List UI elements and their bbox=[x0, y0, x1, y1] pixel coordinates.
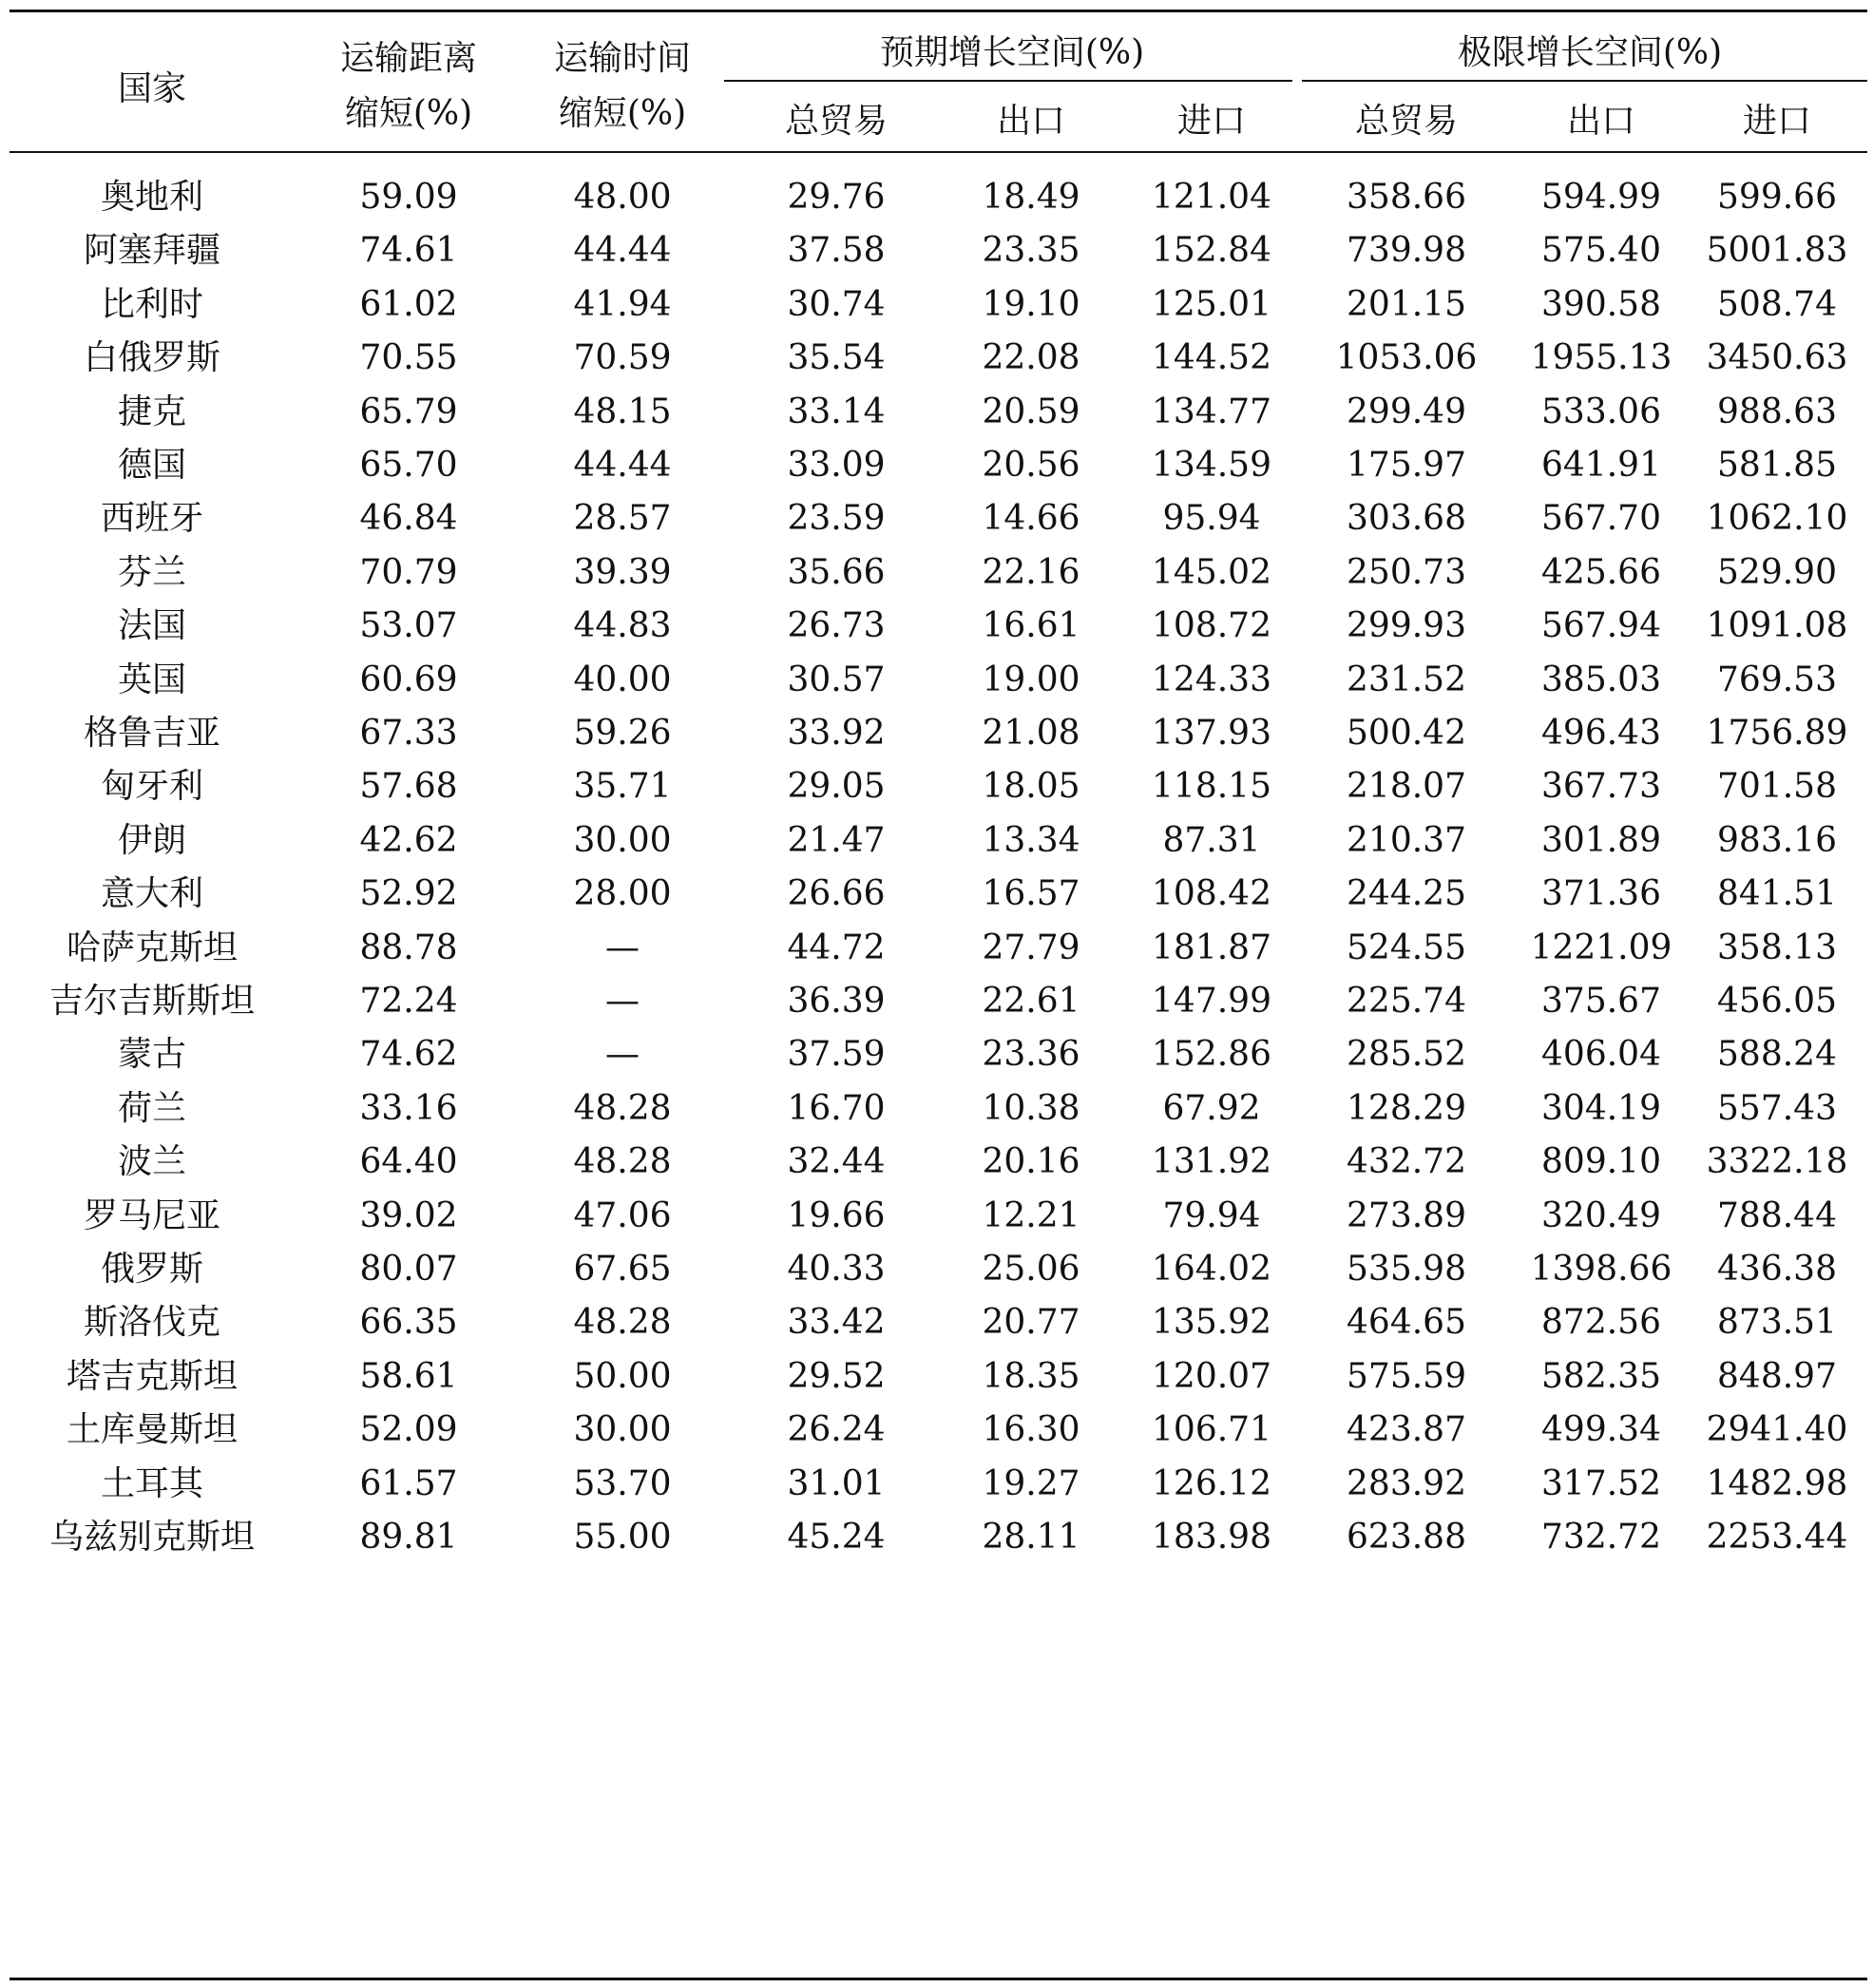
cell-time-reduction: 53.70 bbox=[573, 1463, 672, 1503]
cell-expected-total: 33.92 bbox=[787, 714, 886, 753]
cell-limit-import: 1756.89 bbox=[1706, 714, 1848, 753]
cell-expected-import: 152.86 bbox=[1152, 1035, 1271, 1075]
cell-limit-import: 983.16 bbox=[1717, 820, 1837, 860]
cell-time-reduction: 41.94 bbox=[573, 284, 672, 324]
cell-country: 吉尔吉斯斯坦 bbox=[48, 982, 255, 1021]
cell-country: 匈牙利 bbox=[100, 767, 203, 807]
cell-limit-export: 301.89 bbox=[1541, 820, 1661, 860]
cell-limit-import: 599.66 bbox=[1717, 178, 1837, 217]
cell-expected-total: 44.72 bbox=[787, 927, 886, 967]
cell-expected-export: 22.08 bbox=[982, 338, 1080, 378]
cell-time-reduction: — bbox=[605, 982, 640, 1021]
header-expected-export: 出口 bbox=[996, 102, 1065, 141]
cell-distance-reduction: 89.81 bbox=[359, 1518, 458, 1557]
cell-expected-import: 126.12 bbox=[1152, 1463, 1271, 1503]
cell-limit-export: 1955.13 bbox=[1530, 338, 1672, 378]
cell-limit-total: 283.92 bbox=[1347, 1463, 1466, 1503]
table-row bbox=[10, 224, 1867, 277]
cell-time-reduction: 30.00 bbox=[573, 820, 672, 860]
cell-limit-export: 732.72 bbox=[1541, 1518, 1661, 1557]
cell-limit-export: 1221.09 bbox=[1530, 927, 1672, 967]
cell-distance-reduction: 46.84 bbox=[359, 499, 458, 539]
cell-expected-total: 36.39 bbox=[787, 982, 886, 1021]
cell-limit-total: 244.25 bbox=[1347, 874, 1466, 914]
cell-limit-export: 385.03 bbox=[1541, 659, 1661, 699]
cell-limit-export: 390.58 bbox=[1541, 284, 1661, 324]
cell-distance-reduction: 52.92 bbox=[359, 874, 458, 914]
cell-country: 罗马尼亚 bbox=[83, 1195, 220, 1235]
cell-expected-total: 33.09 bbox=[787, 446, 886, 485]
cell-distance-reduction: 33.16 bbox=[359, 1088, 458, 1128]
cell-limit-import: 557.43 bbox=[1717, 1088, 1837, 1128]
cell-limit-export: 582.35 bbox=[1541, 1356, 1661, 1396]
cell-expected-import: 121.04 bbox=[1152, 178, 1271, 217]
cell-expected-total: 16.70 bbox=[787, 1088, 886, 1128]
cell-expected-import: 87.31 bbox=[1162, 820, 1261, 860]
cell-time-reduction: 47.06 bbox=[573, 1195, 672, 1235]
cell-limit-export: 317.52 bbox=[1541, 1463, 1661, 1503]
cell-limit-total: 299.49 bbox=[1347, 392, 1466, 431]
cell-expected-import: 144.52 bbox=[1152, 338, 1271, 378]
cell-expected-export: 18.49 bbox=[982, 178, 1080, 217]
cell-time-reduction: 28.00 bbox=[573, 874, 672, 914]
cell-country: 土库曼斯坦 bbox=[66, 1410, 238, 1450]
header-limit-import: 进口 bbox=[1742, 102, 1811, 141]
cell-time-reduction: 59.26 bbox=[573, 714, 672, 753]
cell-expected-total: 19.66 bbox=[787, 1195, 886, 1235]
cell-expected-import: 135.92 bbox=[1152, 1303, 1271, 1343]
cell-expected-export: 20.16 bbox=[982, 1142, 1080, 1182]
cell-limit-export: 1398.66 bbox=[1530, 1250, 1672, 1289]
header-distance-line2: 缩短(%) bbox=[344, 94, 473, 133]
table-row bbox=[10, 707, 1867, 760]
cell-expected-import: 183.98 bbox=[1152, 1518, 1271, 1557]
cell-time-reduction: 39.39 bbox=[573, 552, 672, 592]
cell-expected-export: 10.38 bbox=[982, 1088, 1080, 1128]
cell-limit-import: 788.44 bbox=[1717, 1195, 1837, 1235]
table-row bbox=[10, 1028, 1867, 1081]
cell-expected-total: 35.66 bbox=[787, 552, 886, 592]
cell-time-reduction: 67.65 bbox=[573, 1250, 672, 1289]
cell-limit-import: 873.51 bbox=[1717, 1303, 1837, 1343]
cell-time-reduction: 44.44 bbox=[573, 446, 672, 485]
cell-limit-total: 231.52 bbox=[1347, 659, 1466, 699]
table-row bbox=[10, 1296, 1867, 1349]
cell-distance-reduction: 74.62 bbox=[359, 1035, 458, 1075]
table-row bbox=[10, 171, 1867, 224]
cell-limit-import: 529.90 bbox=[1717, 552, 1837, 592]
cell-distance-reduction: 58.61 bbox=[359, 1356, 458, 1396]
table-row bbox=[10, 1511, 1867, 1564]
cell-limit-export: 594.99 bbox=[1541, 178, 1661, 217]
cell-country: 比利时 bbox=[100, 284, 203, 324]
table-row bbox=[10, 1082, 1867, 1136]
header-expected-import: 进口 bbox=[1176, 102, 1246, 141]
header-time-line2: 缩短(%) bbox=[558, 94, 687, 133]
cell-time-reduction: 44.44 bbox=[573, 231, 672, 271]
cell-expected-export: 25.06 bbox=[982, 1250, 1080, 1289]
cell-limit-export: 496.43 bbox=[1541, 714, 1661, 753]
cell-time-reduction: 70.59 bbox=[573, 338, 672, 378]
table-row bbox=[10, 492, 1867, 545]
cell-expected-export: 19.27 bbox=[982, 1463, 1080, 1503]
cell-country: 阿塞拜疆 bbox=[83, 231, 220, 271]
cell-expected-export: 21.08 bbox=[982, 714, 1080, 753]
table-row bbox=[10, 278, 1867, 332]
cell-expected-export: 27.79 bbox=[982, 927, 1080, 967]
cell-limit-export: 641.91 bbox=[1541, 446, 1661, 485]
cell-country: 奥地利 bbox=[100, 178, 203, 217]
cell-time-reduction: 44.83 bbox=[573, 606, 672, 646]
cell-country: 英国 bbox=[117, 659, 186, 699]
cell-expected-export: 23.35 bbox=[982, 231, 1080, 271]
cell-expected-export: 14.66 bbox=[982, 499, 1080, 539]
cell-distance-reduction: 88.78 bbox=[359, 927, 458, 967]
table-row bbox=[10, 1404, 1867, 1457]
cell-distance-reduction: 64.40 bbox=[359, 1142, 458, 1182]
cell-expected-import: 134.77 bbox=[1152, 392, 1271, 431]
cell-expected-import: 164.02 bbox=[1152, 1250, 1271, 1289]
cell-limit-import: 508.74 bbox=[1717, 284, 1837, 324]
cell-country: 白俄罗斯 bbox=[83, 338, 220, 378]
cell-distance-reduction: 70.55 bbox=[359, 338, 458, 378]
cell-distance-reduction: 65.79 bbox=[359, 392, 458, 431]
cell-expected-export: 22.16 bbox=[982, 552, 1080, 592]
cell-limit-total: 524.55 bbox=[1347, 927, 1466, 967]
cell-country: 德国 bbox=[117, 446, 186, 485]
cell-limit-export: 406.04 bbox=[1541, 1035, 1661, 1075]
cell-expected-export: 20.56 bbox=[982, 446, 1080, 485]
cell-country: 格鲁吉亚 bbox=[83, 714, 220, 753]
cell-expected-export: 28.11 bbox=[982, 1518, 1080, 1557]
cell-expected-total: 21.47 bbox=[787, 820, 886, 860]
cell-expected-export: 19.10 bbox=[982, 284, 1080, 324]
cell-limit-import: 2941.40 bbox=[1706, 1410, 1848, 1450]
cell-distance-reduction: 57.68 bbox=[359, 767, 458, 807]
cell-expected-total: 23.59 bbox=[787, 499, 886, 539]
cell-limit-export: 567.94 bbox=[1541, 606, 1661, 646]
cell-limit-export: 425.66 bbox=[1541, 552, 1661, 592]
cell-limit-total: 623.88 bbox=[1347, 1518, 1466, 1557]
cell-limit-import: 5001.83 bbox=[1706, 231, 1848, 271]
cell-time-reduction: — bbox=[605, 927, 640, 967]
cell-distance-reduction: 59.09 bbox=[359, 178, 458, 217]
cell-expected-import: 134.59 bbox=[1152, 446, 1271, 485]
cell-limit-export: 320.49 bbox=[1541, 1195, 1661, 1235]
table-row bbox=[10, 868, 1867, 921]
table-row bbox=[10, 439, 1867, 492]
header-expected-growth: 预期增长空间(%) bbox=[879, 33, 1145, 72]
cell-limit-total: 285.52 bbox=[1347, 1035, 1466, 1075]
header-expected-total: 总贸易 bbox=[784, 102, 888, 141]
cell-expected-import: 120.07 bbox=[1152, 1356, 1271, 1396]
cell-country: 芬兰 bbox=[117, 552, 186, 592]
cell-expected-total: 30.57 bbox=[787, 659, 886, 699]
cell-expected-import: 125.01 bbox=[1152, 284, 1271, 324]
cell-limit-export: 872.56 bbox=[1541, 1303, 1661, 1343]
cell-expected-total: 32.44 bbox=[787, 1142, 886, 1182]
table-row bbox=[10, 1136, 1867, 1189]
cell-limit-total: 423.87 bbox=[1347, 1410, 1466, 1450]
cell-time-reduction: 55.00 bbox=[573, 1518, 672, 1557]
cell-expected-total: 31.01 bbox=[787, 1463, 886, 1503]
cell-country: 乌兹别克斯坦 bbox=[48, 1518, 255, 1557]
cell-distance-reduction: 65.70 bbox=[359, 446, 458, 485]
cell-limit-import: 841.51 bbox=[1717, 874, 1837, 914]
cell-limit-total: 535.98 bbox=[1347, 1250, 1466, 1289]
cell-limit-total: 500.42 bbox=[1347, 714, 1466, 753]
cell-limit-import: 3322.18 bbox=[1706, 1142, 1848, 1182]
header-limit-growth: 极限增长空间(%) bbox=[1457, 33, 1723, 72]
cell-expected-total: 26.24 bbox=[787, 1410, 886, 1450]
cell-expected-export: 13.34 bbox=[982, 820, 1080, 860]
cell-distance-reduction: 39.02 bbox=[359, 1195, 458, 1235]
cell-limit-import: 701.58 bbox=[1717, 767, 1837, 807]
table-row bbox=[10, 975, 1867, 1028]
cell-limit-total: 299.93 bbox=[1347, 606, 1466, 646]
cell-country: 蒙古 bbox=[117, 1035, 186, 1075]
cell-limit-import: 3450.63 bbox=[1706, 338, 1848, 378]
cell-time-reduction: 48.00 bbox=[573, 178, 672, 217]
cell-country: 土耳其 bbox=[100, 1463, 203, 1503]
cell-expected-total: 26.73 bbox=[787, 606, 886, 646]
cell-expected-export: 22.61 bbox=[982, 982, 1080, 1021]
cell-expected-total: 35.54 bbox=[787, 338, 886, 378]
cell-limit-import: 988.63 bbox=[1717, 392, 1837, 431]
cell-country: 荷兰 bbox=[117, 1088, 186, 1128]
cell-country: 法国 bbox=[117, 606, 186, 646]
header-limit-total: 总贸易 bbox=[1354, 102, 1458, 141]
header-limit-export: 出口 bbox=[1566, 102, 1635, 141]
cell-expected-export: 18.35 bbox=[982, 1356, 1080, 1396]
cell-limit-import: 1062.10 bbox=[1706, 499, 1848, 539]
table-row bbox=[10, 654, 1867, 707]
cell-distance-reduction: 74.61 bbox=[359, 231, 458, 271]
cell-distance-reduction: 52.09 bbox=[359, 1410, 458, 1450]
table-row bbox=[10, 1243, 1867, 1296]
header-bottom-rule bbox=[10, 151, 1867, 153]
cell-limit-total: 175.97 bbox=[1347, 446, 1466, 485]
table-row bbox=[10, 814, 1867, 868]
table-row bbox=[10, 1458, 1867, 1511]
cell-expected-total: 45.24 bbox=[787, 1518, 886, 1557]
cell-limit-total: 432.72 bbox=[1347, 1142, 1466, 1182]
table-row bbox=[10, 1190, 1867, 1243]
cell-expected-total: 26.66 bbox=[787, 874, 886, 914]
cell-expected-export: 16.61 bbox=[982, 606, 1080, 646]
cell-expected-export: 20.59 bbox=[982, 392, 1080, 431]
cell-expected-total: 37.59 bbox=[787, 1035, 886, 1075]
cell-expected-total: 33.42 bbox=[787, 1303, 886, 1343]
cell-limit-import: 588.24 bbox=[1717, 1035, 1837, 1075]
cell-limit-export: 809.10 bbox=[1541, 1142, 1661, 1182]
cell-limit-export: 499.34 bbox=[1541, 1410, 1661, 1450]
cell-limit-export: 375.67 bbox=[1541, 982, 1661, 1021]
cell-expected-total: 30.74 bbox=[787, 284, 886, 324]
header-distance-line1: 运输距离 bbox=[339, 39, 477, 78]
cell-limit-import: 848.97 bbox=[1717, 1356, 1837, 1396]
cell-limit-export: 371.36 bbox=[1541, 874, 1661, 914]
cell-expected-import: 137.93 bbox=[1152, 714, 1271, 753]
cell-country: 哈萨克斯坦 bbox=[66, 927, 238, 967]
cell-limit-import: 769.53 bbox=[1717, 659, 1837, 699]
cell-limit-total: 201.15 bbox=[1347, 284, 1466, 324]
header-time-line1: 运输时间 bbox=[553, 39, 691, 78]
table-row bbox=[10, 760, 1867, 813]
cell-limit-import: 581.85 bbox=[1717, 446, 1837, 485]
cell-country: 塔吉克斯坦 bbox=[66, 1356, 238, 1396]
cell-limit-total: 250.73 bbox=[1347, 552, 1466, 592]
cell-limit-total: 225.74 bbox=[1347, 982, 1466, 1021]
cell-time-reduction: 28.57 bbox=[573, 499, 672, 539]
cell-expected-import: 67.92 bbox=[1162, 1088, 1261, 1128]
cell-distance-reduction: 72.24 bbox=[359, 982, 458, 1021]
cell-distance-reduction: 80.07 bbox=[359, 1250, 458, 1289]
cell-distance-reduction: 60.69 bbox=[359, 659, 458, 699]
cell-distance-reduction: 70.79 bbox=[359, 552, 458, 592]
cell-expected-import: 124.33 bbox=[1152, 659, 1271, 699]
cell-expected-import: 108.72 bbox=[1152, 606, 1271, 646]
header-limit-underline bbox=[1302, 80, 1867, 82]
cell-expected-import: 145.02 bbox=[1152, 552, 1271, 592]
cell-expected-import: 95.94 bbox=[1162, 499, 1261, 539]
cell-limit-import: 456.05 bbox=[1717, 982, 1837, 1021]
cell-expected-export: 16.57 bbox=[982, 874, 1080, 914]
cell-limit-total: 210.37 bbox=[1347, 820, 1466, 860]
header-country: 国家 bbox=[117, 69, 186, 108]
cell-time-reduction: 50.00 bbox=[573, 1356, 672, 1396]
table-row bbox=[10, 546, 1867, 600]
cell-time-reduction: 35.71 bbox=[573, 767, 672, 807]
cell-expected-import: 152.84 bbox=[1152, 231, 1271, 271]
table-row bbox=[10, 386, 1867, 439]
cell-limit-export: 533.06 bbox=[1541, 392, 1661, 431]
cell-limit-total: 128.29 bbox=[1347, 1088, 1466, 1128]
cell-time-reduction: — bbox=[605, 1035, 640, 1075]
cell-limit-export: 367.73 bbox=[1541, 767, 1661, 807]
cell-country: 意大利 bbox=[100, 874, 203, 914]
cell-expected-export: 16.30 bbox=[982, 1410, 1080, 1450]
cell-limit-import: 436.38 bbox=[1717, 1250, 1837, 1289]
table-top-rule bbox=[10, 10, 1867, 12]
table-row bbox=[10, 1350, 1867, 1404]
cell-expected-export: 23.36 bbox=[982, 1035, 1080, 1075]
cell-expected-import: 106.71 bbox=[1152, 1410, 1271, 1450]
cell-country: 俄罗斯 bbox=[100, 1250, 203, 1289]
cell-time-reduction: 48.15 bbox=[573, 392, 672, 431]
cell-country: 波兰 bbox=[117, 1142, 186, 1182]
cell-time-reduction: 48.28 bbox=[573, 1142, 672, 1182]
cell-limit-total: 575.59 bbox=[1347, 1356, 1466, 1396]
cell-limit-import: 1091.08 bbox=[1706, 606, 1848, 646]
cell-expected-total: 37.58 bbox=[787, 231, 886, 271]
cell-distance-reduction: 42.62 bbox=[359, 820, 458, 860]
cell-limit-import: 2253.44 bbox=[1706, 1518, 1848, 1557]
cell-limit-total: 1053.06 bbox=[1335, 338, 1478, 378]
cell-expected-export: 19.00 bbox=[982, 659, 1080, 699]
cell-country: 斯洛伐克 bbox=[83, 1303, 220, 1343]
cell-time-reduction: 30.00 bbox=[573, 1410, 672, 1450]
cell-expected-total: 29.05 bbox=[787, 767, 886, 807]
cell-limit-total: 358.66 bbox=[1347, 178, 1466, 217]
cell-country: 捷克 bbox=[117, 392, 186, 431]
cell-expected-export: 18.05 bbox=[982, 767, 1080, 807]
cell-expected-export: 12.21 bbox=[982, 1195, 1080, 1235]
cell-expected-total: 40.33 bbox=[787, 1250, 886, 1289]
cell-expected-total: 33.14 bbox=[787, 392, 886, 431]
cell-expected-total: 29.52 bbox=[787, 1356, 886, 1396]
table-row bbox=[10, 600, 1867, 653]
cell-limit-export: 567.70 bbox=[1541, 499, 1661, 539]
cell-distance-reduction: 66.35 bbox=[359, 1303, 458, 1343]
cell-expected-import: 181.87 bbox=[1152, 927, 1271, 967]
cell-time-reduction: 48.28 bbox=[573, 1303, 672, 1343]
cell-country: 伊朗 bbox=[117, 820, 186, 860]
cell-expected-import: 108.42 bbox=[1152, 874, 1271, 914]
cell-limit-export: 304.19 bbox=[1541, 1088, 1661, 1128]
cell-distance-reduction: 67.33 bbox=[359, 714, 458, 753]
cell-expected-import: 79.94 bbox=[1162, 1195, 1261, 1235]
cell-limit-total: 273.89 bbox=[1347, 1195, 1466, 1235]
cell-limit-total: 218.07 bbox=[1347, 767, 1466, 807]
cell-limit-total: 464.65 bbox=[1347, 1303, 1466, 1343]
header-expected-underline bbox=[724, 80, 1292, 82]
cell-expected-import: 131.92 bbox=[1152, 1142, 1271, 1182]
cell-limit-import: 358.13 bbox=[1717, 927, 1837, 967]
cell-distance-reduction: 61.02 bbox=[359, 284, 458, 324]
cell-limit-total: 303.68 bbox=[1347, 499, 1466, 539]
cell-distance-reduction: 53.07 bbox=[359, 606, 458, 646]
cell-expected-import: 147.99 bbox=[1152, 982, 1271, 1021]
cell-expected-total: 29.76 bbox=[787, 178, 886, 217]
cell-time-reduction: 40.00 bbox=[573, 659, 672, 699]
cell-limit-export: 575.40 bbox=[1541, 231, 1661, 271]
cell-limit-import: 1482.98 bbox=[1706, 1463, 1848, 1503]
cell-limit-total: 739.98 bbox=[1347, 231, 1466, 271]
cell-expected-export: 20.77 bbox=[982, 1303, 1080, 1343]
table-row bbox=[10, 922, 1867, 975]
cell-expected-import: 118.15 bbox=[1152, 767, 1271, 807]
table-bottom-rule bbox=[10, 1978, 1867, 1980]
cell-time-reduction: 48.28 bbox=[573, 1088, 672, 1128]
table-row bbox=[10, 332, 1867, 385]
cell-country: 西班牙 bbox=[100, 499, 203, 539]
cell-distance-reduction: 61.57 bbox=[359, 1463, 458, 1503]
